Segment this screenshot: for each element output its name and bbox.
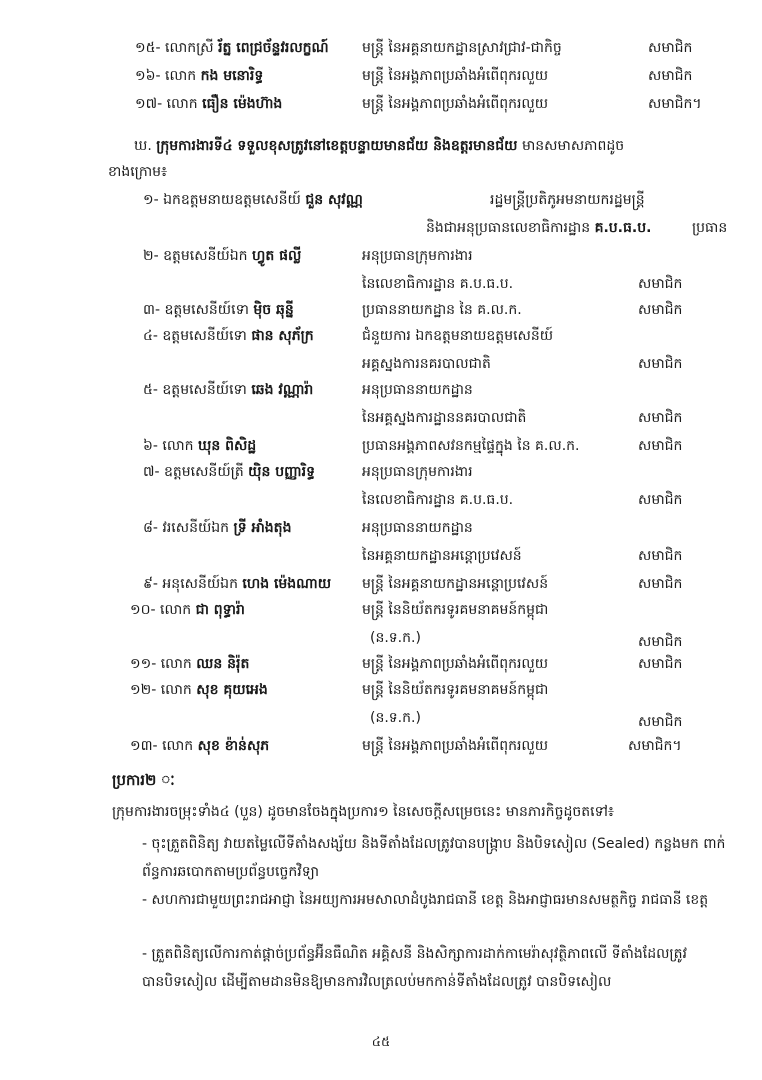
member-desc2: (ន.ទ.ក.) bbox=[370, 630, 421, 646]
article2-bullet: - សហការជាមួយព្រះរាជអាជ្ញា នៃអយ្យការអមសាលាដំបូងរាជធានី ខេត្ត និងអាជ្ញាធរមានសមត្ថកិច្ច រាជធានី ខេត្ត bbox=[142, 892, 709, 908]
member-row bbox=[143, 298, 294, 322]
member-role: សមាជិក bbox=[638, 410, 683, 426]
member-desc1: អនុប្រធានក្រុមការងារ bbox=[362, 248, 473, 264]
member-name: រ័ត្ន ពេជ្រច័ន្ទវរលក្ខណ៍ bbox=[218, 40, 329, 56]
member-row bbox=[130, 734, 269, 758]
member-title: លោក bbox=[162, 738, 194, 754]
member-title: លោក bbox=[160, 656, 192, 672]
member-title: លោក bbox=[165, 68, 197, 84]
chair-desc1: រដ្ឋមន្ត្រីប្រតិភូអមនាយករដ្ឋមន្ត្រី bbox=[490, 192, 645, 208]
member-row bbox=[130, 598, 245, 622]
group4-heading bbox=[134, 134, 624, 158]
member-desc1: ប្រធានអង្គភាពសវនកម្មផ្ទៃក្នុង នៃ គ.ល.ក. bbox=[362, 438, 580, 454]
member-desc: មន្ត្រី នៃអង្គភាពប្រឆាំងអំពើពុករលួយ bbox=[362, 68, 549, 84]
member-number: ៨- bbox=[143, 520, 158, 536]
member-number: ១៦- bbox=[135, 68, 161, 84]
page-number: ៤៥ bbox=[371, 1035, 391, 1050]
member-title: លោក bbox=[162, 438, 194, 454]
member-role: សមាជិក bbox=[648, 68, 693, 84]
member-row bbox=[135, 64, 263, 88]
member-role: សមាជិក bbox=[638, 576, 683, 592]
member-row bbox=[130, 678, 268, 702]
member-title: ឧត្តមសេនីយ៍ទោ bbox=[162, 328, 247, 344]
member-desc2: នៃលេខាធិការដ្ឋាន គ.ប.ធ.ប. bbox=[362, 276, 514, 292]
member-number: ១- bbox=[143, 192, 159, 208]
member-number: ១២- bbox=[130, 682, 157, 698]
member-number: ២- bbox=[143, 248, 159, 264]
member-title: ឯកឧត្តមនាយឧត្តមសេនីយ៍ bbox=[163, 192, 301, 208]
member-desc1: អនុប្រធាននាយកដ្ឋាន bbox=[362, 382, 473, 398]
member-name: ឆេង វណ្ណារ៉ា bbox=[251, 382, 314, 398]
member-desc: មន្ត្រី នៃអង្គភាពប្រឆាំងអំពើពុករលួយ bbox=[362, 96, 549, 112]
member-role: សមាជិក bbox=[638, 302, 683, 318]
member-title: លោក bbox=[160, 682, 192, 698]
chair-desc2 bbox=[426, 216, 651, 240]
member-role: សមាជិក bbox=[638, 714, 683, 730]
member-number: ៧- bbox=[143, 464, 160, 480]
member-desc1: មន្ត្រី នៃអង្គភាពប្រឆាំងអំពើពុករលួយ bbox=[362, 656, 549, 672]
member-name: ជួន សុវណ្ណ bbox=[305, 192, 363, 208]
member-row bbox=[135, 36, 329, 60]
member-desc1: អនុប្រធានក្រុមការងារ bbox=[362, 464, 473, 480]
member-title: លោកស្រី bbox=[165, 40, 214, 56]
member-number: ៩- bbox=[143, 576, 158, 592]
member-desc1: មន្ត្រី នៃនិយ័តករទូរគមនាគមន៍កម្ពុជា bbox=[362, 682, 549, 698]
member-number: ៦- bbox=[143, 438, 158, 454]
member-role: សមាជិក bbox=[648, 40, 693, 56]
group4-heading-line2: ខាងក្រោម៖ bbox=[108, 164, 168, 180]
member-role: សមាជិក។ bbox=[648, 96, 702, 112]
member-row bbox=[143, 572, 331, 596]
article2-bullet: - ចុះត្រួតពិនិត្យ វាយតម្លៃលើទីតាំងសង្ស័យ និងទីតាំងដែលត្រូវបានបង្ក្រាប និងបិទសៀល (Sealed) កន្លងមក ពាក់ព័ន្ធការឆបោកតាមប្រព័ន្ធបច្ចេកវិទ្យា bbox=[142, 836, 726, 880]
member-name: ហ្វូត ផល្លី bbox=[252, 248, 302, 264]
member-title: ឧត្តមសេនីយ៍ទោ bbox=[164, 302, 249, 318]
member-row bbox=[143, 378, 313, 402]
member-role: សមាជិក bbox=[638, 656, 683, 672]
member-role: សមាជិក bbox=[638, 438, 683, 454]
member-role: សមាជិក bbox=[638, 356, 683, 372]
member-desc: មន្ត្រី នៃអគ្គនាយកដ្ឋានស្រាវជ្រាវ-ជាកិច្ច bbox=[362, 40, 562, 56]
member-name: ឃុន ពិសិដ្ឋ bbox=[197, 438, 257, 454]
member-desc2: អគ្គស្នងការនគរបាលជាតិ bbox=[362, 356, 491, 372]
article2-heading: ប្រការ២ ៈ bbox=[112, 771, 175, 789]
member-name: ទ្រី អាំងតុង bbox=[233, 520, 292, 536]
member-row bbox=[143, 434, 256, 458]
article2-intro: ក្រុមការងារចម្រុះទាំង៤ (បួន) ដូចមានចែងក្នុងប្រការ១ នៃសេចក្ដីសម្រេចនេះ មានភារកិច្ចដូចតទៅ៖ bbox=[112, 804, 615, 820]
member-title: វរសេនីយ៍ឯក bbox=[162, 520, 230, 536]
article2-bullet: - ត្រួតពិនិត្យលើការកាត់ផ្ដាច់ប្រព័ន្ធអ៊ីនធឺណិត អគ្គិសនី និងសិក្សាការដាក់កាមេរ៉ាសុវត្ថិភាពលើ ទីតាំងដែលត្រូវបានបិទសៀល ដើម្បីតាមដានមិនឱ្យមានការវិលត្រលប់មកកាន់ទីតាំងដែលត្រូវ បានបិទសៀល bbox=[142, 946, 687, 990]
chair-role: ប្រធាន bbox=[692, 220, 728, 236]
member-desc2: នៃអគ្គនាយកដ្ឋានអន្តោប្រវេសន៍ bbox=[362, 548, 522, 564]
member-desc1: មន្ត្រី នៃអង្គភាពប្រឆាំងអំពើពុករលួយ bbox=[362, 738, 549, 754]
member-desc1: ប្រធាននាយកដ្ឋាន នៃ គ.ល.ក. bbox=[362, 302, 522, 318]
member-desc2: នៃលេខាធិការដ្ឋាន គ.ប.ធ.ប. bbox=[362, 492, 514, 508]
member-row bbox=[143, 460, 315, 484]
member-number: ១៥- bbox=[135, 40, 161, 56]
member-title: ឧត្តមសេនីយ៍ទោ bbox=[162, 382, 247, 398]
chair-desc2b: គ.ប.ធ.ប. bbox=[594, 220, 652, 236]
member-title: លោក bbox=[160, 602, 192, 618]
heading-rest: មានសមាសភាពដូច bbox=[521, 138, 625, 154]
member-number: ៣- bbox=[143, 302, 161, 318]
member-number: ១១- bbox=[130, 656, 157, 672]
member-role: សមាជិក bbox=[638, 492, 683, 508]
member-role: សមាជិក bbox=[638, 634, 683, 650]
member-title: អនុសេនីយ៍ឯក bbox=[162, 576, 238, 592]
member-row bbox=[143, 324, 314, 348]
member-name: ផាន សុភ័ក្រ bbox=[251, 328, 314, 344]
member-name: កង មនោរិទ្ធ bbox=[200, 68, 264, 84]
member-name: ហេង ម៉េងណាយ bbox=[242, 576, 332, 592]
member-title: ឧត្តមសេនីយ៍ត្រី bbox=[164, 464, 244, 480]
member-desc1: អនុប្រធាននាយកដ្ឋាន bbox=[362, 520, 473, 536]
member-number: ១៧- bbox=[135, 96, 163, 112]
member-name: យ៉ិន បញ្ញារិទ្ធ bbox=[248, 464, 315, 480]
member-row bbox=[143, 516, 291, 540]
member-number: ៥- bbox=[143, 382, 158, 398]
member-desc1: មន្ត្រី នៃអគ្គនាយកដ្ឋានអន្តោប្រវេសន៍ bbox=[362, 576, 549, 592]
member-name: ម៉ិច ឆុន្នី bbox=[253, 302, 294, 318]
chair-desc2a: និងជាអនុប្រធានលេខាធិការដ្ឋាន bbox=[426, 220, 591, 236]
member-title: ឧត្តមសេនីយ៍ឯក bbox=[163, 248, 248, 264]
member-number: ១០- bbox=[130, 602, 156, 618]
member-number: ៤- bbox=[143, 328, 158, 344]
member-role: សមាជិក។ bbox=[628, 738, 682, 754]
chair-row bbox=[143, 188, 363, 212]
member-role: សមាជិក bbox=[638, 276, 683, 292]
member-row bbox=[135, 92, 282, 116]
member-name: ធឿន ម៉េងហ៊ាង bbox=[202, 96, 283, 112]
heading-prefix: ឃ. bbox=[134, 138, 152, 154]
member-desc2: នៃអគ្គស្នងការដ្ឋាននគរបាលជាតិ bbox=[362, 410, 527, 426]
member-row bbox=[143, 244, 301, 268]
member-desc1: ជំនួយការ ឯកឧត្តមនាយឧត្តមសេនីយ៍ bbox=[362, 328, 554, 344]
member-desc1: មន្ត្រី នៃនិយ័តករទូរគមនាគមន៍កម្ពុជា bbox=[362, 602, 549, 618]
member-name: សុខ គុយអេង bbox=[196, 682, 268, 698]
heading-bold: ក្រុមការងារទី៤ ទទួលខុសត្រូវនៅខេត្តបន្ទាយមានជ័យ និងឧត្តរមានជ័យ bbox=[156, 138, 518, 154]
member-title: លោក bbox=[166, 96, 198, 112]
member-name: ជា ពុទ្ធារ៉ា bbox=[195, 602, 245, 618]
member-name: សុខ ខ៉ាន់សុភ bbox=[197, 738, 270, 754]
member-row bbox=[130, 652, 249, 676]
member-desc2: (ន.ទ.ក.) bbox=[370, 710, 421, 726]
member-name: ឈន និរ៉ុត bbox=[196, 656, 250, 672]
member-number: ១៣- bbox=[130, 738, 158, 754]
member-role: សមាជិក bbox=[638, 548, 683, 564]
